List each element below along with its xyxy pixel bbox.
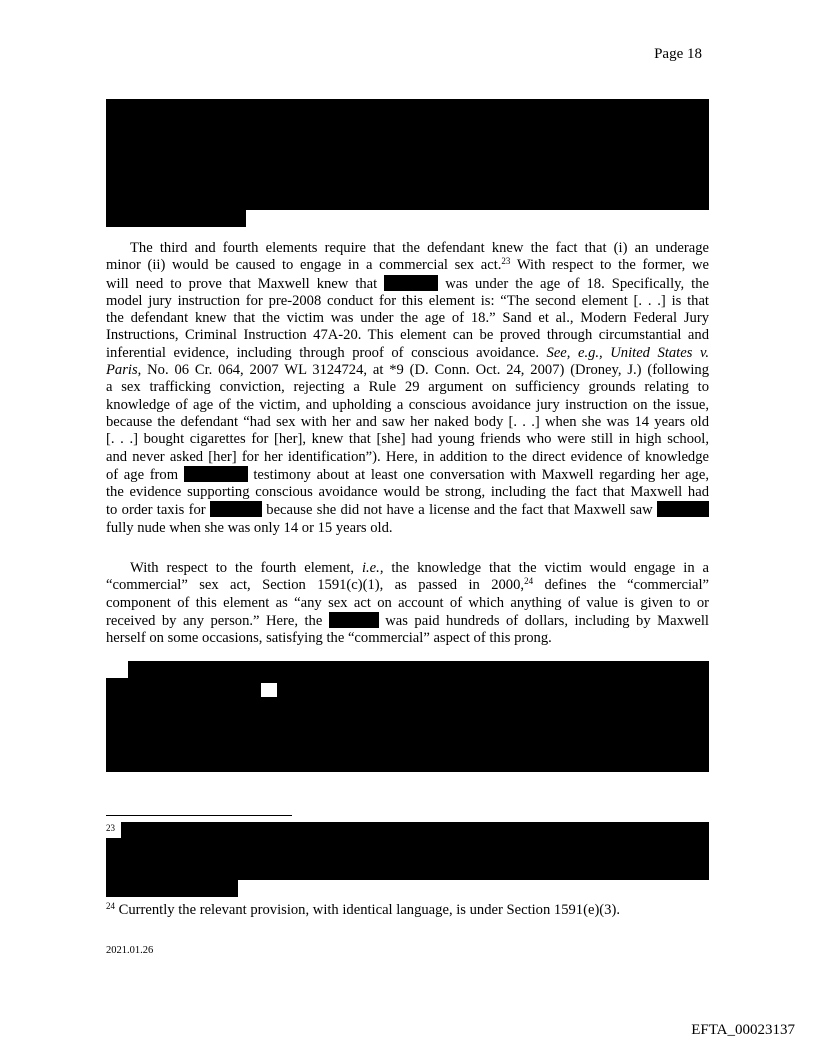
text-line: knowledge of age of the victim, and upholding a conscious avoidance jury instruction on the issue, (106, 396, 709, 413)
footnote-ref: 23 (501, 256, 511, 267)
redaction-gap (261, 683, 277, 697)
text-line: because the defendant “had sex with her and saw her naked body [. . .] when she was 14 years old (106, 413, 709, 430)
text-line: received by any person.” Here, the was paid hundreds of dollars, including by Maxwell (106, 612, 709, 629)
text-line: herself on some occasions, satisfying the “commercial” aspect of this prong. (106, 630, 552, 647)
text-line: “commercial” sex act, Section 1591(c)(1), as passed in 2000,24 defines the “commercial” (106, 576, 710, 594)
redaction-block (106, 838, 146, 880)
text-line: Paris, No. 06 Cr. 064, 2007 WL 3124724, at *9 (D. Conn. Oct. 24, 2007) (Droney, J.) (following (106, 362, 709, 379)
text-line: the defendant knew that the victim was under the age of 18.” Sand et al., Modern Federal Jury (106, 310, 709, 327)
text-line: of age from testimony about at least one conversation with Maxwell regarding her age, (106, 466, 709, 483)
footnote-24-number: 24 (106, 901, 115, 911)
inline-redaction (329, 612, 379, 628)
inline-redaction (184, 466, 248, 482)
text-line: With respect to the fourth element, i.e., the knowledge that the victim would engage in a (130, 560, 709, 576)
page-number: Page 18 (654, 46, 702, 62)
body-paragraph (106, 560, 709, 647)
inline-redaction (210, 501, 262, 517)
body-paragraph (106, 240, 709, 537)
text-line: a sex trafficking conviction, rejecting a Rule 29 argument on sufficiency grounds relating to (106, 379, 709, 396)
text-line: fully nude when she was only 14 or 15 years old. (106, 519, 393, 536)
text-line: will need to prove that Maxwell knew that was under the age of 18. Specifically, the (106, 275, 709, 292)
text-line: component of this element as “any sex act on account of which anything of value is given to or (106, 594, 709, 611)
footnote-ref: 24 (524, 576, 534, 587)
redaction-block (106, 678, 709, 772)
text-line: minor (ii) would be caused to engage in a commercial sex act.$^{23}$ With respect to the former, we (106, 256, 710, 274)
footnote-24: $^{24}$ Currently the relevant provision, with identical language, is under Section 1591(e)(3). (106, 901, 620, 918)
redaction-block (121, 822, 709, 880)
text-line: inferential evidence, including through proof of conscious avoidance. See, e.g., United States v. (106, 344, 709, 361)
bates-number: EFTA_00023137 (691, 1022, 795, 1038)
inline-redaction (657, 501, 709, 517)
text-line: the evidence supporting conscious avoidance would be strong, including the fact that Maxwell had (106, 484, 709, 501)
footnote-separator (106, 815, 292, 816)
text-line: model jury instruction for pre-2008 conduct for this element is: “The second element [. . .] is that (106, 292, 709, 309)
text-line: and never asked [her] for her identification”). Here, in addition to the direct evidence of knowledge (106, 448, 709, 465)
text-line: Instructions, Criminal Instruction 47A-20. This element can be proved through circumstantial and (106, 327, 709, 344)
text-line: to order taxis for because she did not have a license and the fact that Maxwell saw (106, 501, 709, 519)
redaction-block (106, 99, 709, 210)
inline-redaction (384, 275, 438, 291)
footnote-23-number: 23 (106, 823, 115, 833)
redaction-block (106, 879, 238, 897)
redaction-block (106, 209, 246, 227)
document-date: 2021.01.26 (106, 945, 154, 956)
text-line: The third and fourth elements require that the defendant knew the fact that (i) an underage (130, 240, 709, 256)
text-line: [. . .] bought cigarettes for [her], knew that [she] had young friends who were still in high school, (106, 431, 709, 448)
